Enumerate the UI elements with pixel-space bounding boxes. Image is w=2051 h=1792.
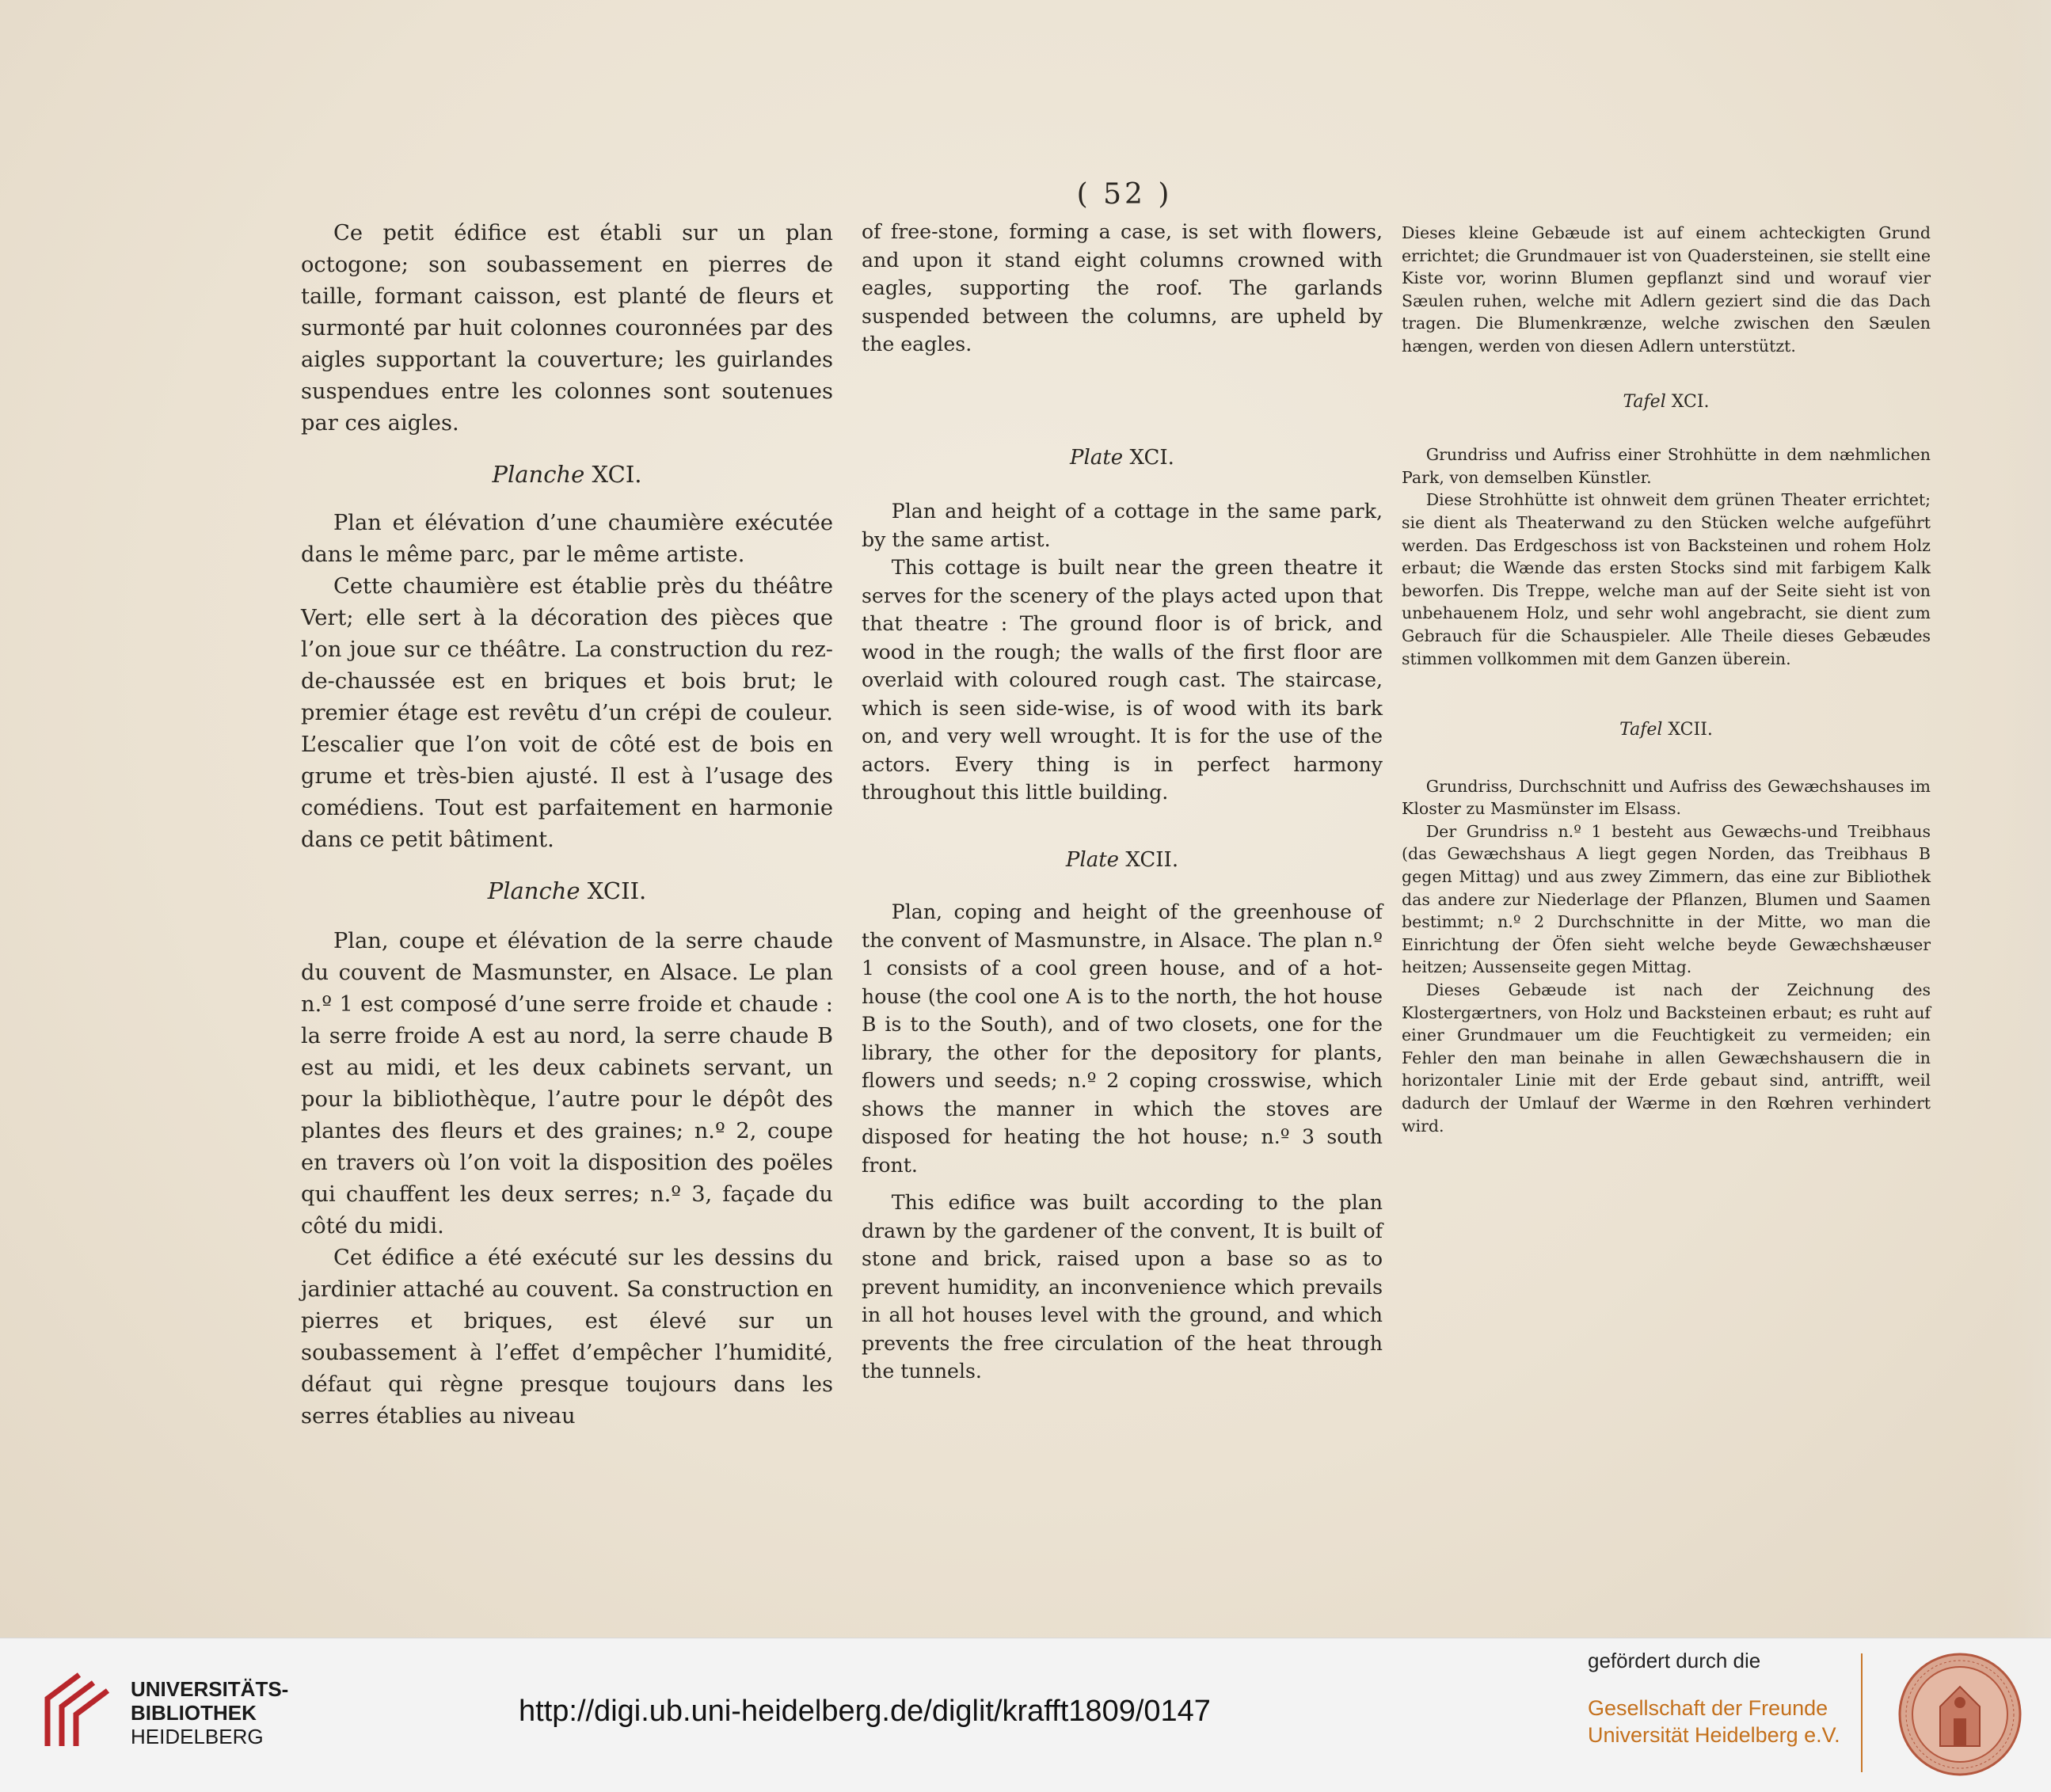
english-heading-xci-label: Plate <box>1070 445 1124 470</box>
society-name <box>1588 1695 1840 1748</box>
german-p1: Grundriss und Aufriss einer Strohhütte in dem næhmlichen Park, von demselben Künstler. <box>1402 445 1931 487</box>
library-name-line3: HEIDELBERG <box>131 1725 264 1748</box>
german-heading-xcii <box>1402 719 1931 742</box>
french-heading-xcii <box>301 875 833 907</box>
english-heading-xci-number: XCI. <box>1129 445 1174 470</box>
footer-divider <box>1861 1653 1863 1772</box>
english-heading-xcii <box>862 847 1383 875</box>
english-p1: Plan and height of a cottage in the same park, by the same artist. <box>862 500 1383 551</box>
german-heading-xci-label: Tafel <box>1623 391 1666 412</box>
french-heading-xcii-label: Planche <box>487 877 580 904</box>
society-name-line2: Universität Heidelberg e.V. <box>1588 1723 1840 1747</box>
english-heading-xci <box>862 444 1383 473</box>
society-name-line1: Gesellschaft der Freunde <box>1588 1696 1828 1720</box>
german-column <box>1402 222 1931 1137</box>
german-heading-xcii-label: Tafel <box>1619 720 1663 740</box>
german-p4: Der Grundriss n.º 1 besteht aus Gewæchs-und Treibhaus (das Gewæchshaus A liegt gegen Norden, das Treibhaus B gegen Mittag) und aus zwey Zimmern, das eine zur Bibliothek das andere zur Niederlage der Pflanzen, Blumen und Saamen bestimmt; n.º 2 Durchschnitte in der Mitte, wo man die Einrichtung der Öfen sieht welche beyde Gewæchshæuser heitzen; Aussenseite gegen Mittag. <box>1402 821 1931 977</box>
french-heading-xci-label: Planche <box>492 461 585 488</box>
german-intro: Dieses kleine Gebæude ist auf einem achteckigten Grund errichtet; die Grundmauer ist von Quadersteinen, sie stellt eine Kiste vor, worinn Blumen gepflanzt sind und worauf vier Sæulen ruhen, welche mit Adlern geziert sind die das Dach tragen. Die Blumenkrænze, welche zwischen den Sæulen hængen, werden von diesen Adlern unterstützt. <box>1402 223 1931 356</box>
french-heading-xcii-number: XCII. <box>587 877 647 904</box>
german-p2: Diese Strohhütte ist ohnweit dem grünen Theater errichtet; sie dient als Theaterwand zu den Stücken welche aufgeführt werden. Das Erdgeschoss ist von Backsteinen und rohem Holz erbaut; die Wænde das ersten Stocks sind mit farbigem Kalk beworfen. Dis Treppe, welche man auf der Seite sieht ist von unbehauenem Holz, und sehr wohl angebracht, sie dient zum Gebrauch für die Schauspieler. Alle Theile dieses Gebæudes stimmen vollkommen mit dem Ganzen überein. <box>1402 490 1931 668</box>
french-p1: Plan et élévation d’une chaumière exécutée dans le même parc, par le même artiste. <box>301 511 833 567</box>
english-p4: This edifice was built according to the plan drawn by the gardener of the convent, It is built of stone and brick, raised upon a base so as to prevent humidity, an inconvenience which prevails in all hot houses level with the ground, and which prevents the free circulation of the heat through the tunnels. <box>862 1191 1383 1383</box>
english-p3: Plan, coping and height of the greenhouse of the convent of Masmunstre, in Alsace. The plan n.º 1 consists of a cool green house, and of a hot-house (the cool one A is to the north, the hot house B is to the South), and of two closets, one for the library, the other for the depository for plants, flowers und seeds; n.º 2 coping crosswise, which shows the manner in which the stoves are disposed for heating the hot house; n.º 3 south front. <box>862 900 1383 1177</box>
english-heading-xcii-number: XCII. <box>1125 847 1179 872</box>
french-column <box>301 218 833 1432</box>
german-p5: Dieses Gebæude ist nach der Zeichnung des Klostergærtners, von Holz und Backsteinen erbaut; es ruht auf einer Grundmauer um die Feuchtigkeit zu vermeiden; ein Fehler den man beinahe in allen Gewæchshausern die in horizontaler Linie mit der Erde gebaut sind, antrifft, weil dadurch der Umlauf der Wærme in den Rœhren verhindert wird. <box>1402 980 1931 1136</box>
english-heading-xcii-label: Plate <box>1065 847 1120 872</box>
french-heading-xci-number: XCI. <box>592 461 642 488</box>
university-library-logo-icon <box>24 1663 127 1758</box>
german-p3: Grundriss, Durchschnitt und Aufriss des Gewæchshauses im Kloster zu Masmünster im Elsass. <box>1402 776 1931 819</box>
french-intro: Ce petit édifice est établi sur un plan octogone; son soubassement en pierres de taille, formant caisson, est planté de fleurs et surmonté par huit colonnes couronnées par des aigles supportant la couverture; les guirlandes suspendues entre les colonnes sont soutenues par ces aigles. <box>301 221 833 436</box>
german-heading-xci <box>1402 391 1931 414</box>
library-name-line1: UNIVERSITÄTS- <box>131 1677 289 1701</box>
library-name <box>131 1677 288 1748</box>
funded-by-text: gefördert durch die <box>1588 1649 1761 1672</box>
french-p4: Cet édifice a été exécuté sur les dessins du jardinier attaché au couvent. Sa construction en pierres et briques, est élevé sur un soubassement à l’effet d’empêcher l’humidité, défaut qui règne presque toujours dans les serres établies au niveau <box>301 1246 833 1429</box>
english-intro: of free-stone, forming a case, is set with flowers, and upon it stand eight columns crowned with eagles, supporting the roof. The garlands suspended between the columns, are upheld by the eagles. <box>862 220 1383 356</box>
university-seal-icon <box>1897 1651 2023 1778</box>
permalink-url[interactable]: http://digi.ub.uni-heidelberg.de/diglit/krafft1809/0147 <box>519 1695 1211 1728</box>
german-heading-xci-number: XCI. <box>1671 391 1710 412</box>
french-p3: Plan, coupe et élévation de la serre chaude du couvent de Masmunster, en Alsace. Le plan n.º 1 est composé d’une serre froide et chaude : la serre froide A est au nord, la serre chaude B est au midi, et les deux cabinets servant, un pour la bibliothèque, l’autre pour le dépôt des plantes des fleurs et des graines; n.º 2, coupe en travers où l’on voit la disposition des poëles qui chauffent les deux serres; n.º 3, façade du côté du midi. <box>301 929 833 1238</box>
french-p2: Cette chaumière est établie près du théâtre Vert; elle sert à la décoration des pièces que l’on joue sur ce théâtre. La construction du rez-de-chaussée est en briques et bois brut; le premier étage est revêtu d’un crépi de couleur. L’escalier que l’on voit de côté est de bois en grume et très-bien ajusté. Il est à l’usage des comédiens. Tout est parfaitement en harmonie dans ce petit bâtiment. <box>301 574 833 852</box>
library-name-line2: BIBLIOTHEK <box>131 1701 257 1725</box>
page-number: ( 52 ) <box>1076 178 1173 211</box>
german-heading-xcii-number: XCII. <box>1668 720 1713 740</box>
french-heading-xci <box>301 458 833 490</box>
english-column <box>862 218 1383 1386</box>
english-p2: This cottage is built near the green theatre it serves for the scenery of the plays acted upon that that theatre : The ground floor is of brick, and wood in the rough; the walls of the first floor are overlaid with coloured rough cast. The staircase, which is seen side-wise, is of wood with its bark on, and very well wrought. It is for the use of the actors. Every thing is in perfect harmony throughout this little building. <box>862 556 1383 804</box>
